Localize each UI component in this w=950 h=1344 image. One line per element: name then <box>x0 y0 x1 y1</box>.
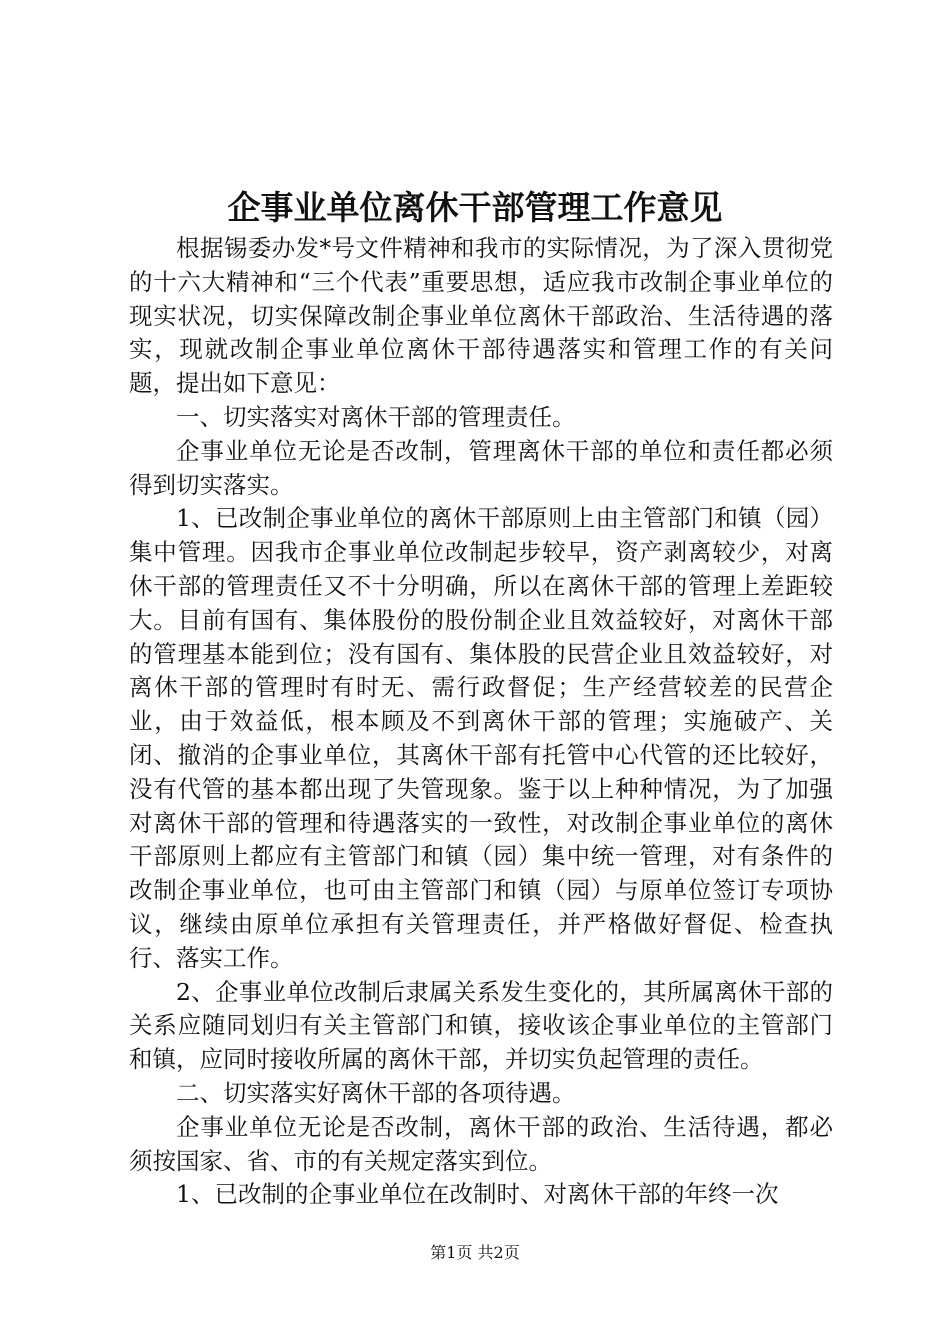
paragraph: 1、已改制企事业单位的离休干部原则上由主管部门和镇（园）集中管理。因我市企事业单位改制起步较早，资产剥离较少，对离休干部的管理责任又不十分明确，所以在离休干部的管理上差距较大。目前有国有、集体股份的股份制企业且效益较好，对离休干部的管理基本能到位；没有国有、集体股的民营企业且效益较好，对离休干部的管理时有时无、需行政督促；生产经营较差的民营企业，由于效益低，根本顾及不到离休干部的管理；实施破产、关闭、撤消的企事业单位，其离休干部有托管中心代管的还比较好，没有代管的基本都出现了失管现象。鉴于以上种种情况，为了加强对离休干部的管理和待遇落实的一致性，对改制企事业单位的离休干部原则上都应有主管部门和镇（园）集中统一管理，对有条件的改制企事业单位，也可由主管部门和镇（园）与原单位签订专项协议，继续由原单位承担有关管理责任，并严格做好督促、检查执行、落实工作。 <box>129 504 833 972</box>
section-heading-2: 二、切实落实好离休干部的各项待遇。 <box>176 1078 576 1107</box>
paragraph: 2、企事业单位改制后隶属关系发生变化的，其所属离休干部的关系应随同划归有关主管部门和镇，接收该企事业单位的主管部门和镇，应同时接收所属的离休干部，并切实负起管理的责任。 <box>129 977 833 1074</box>
paragraph-intro: 根据锡委办发*号文件精神和我市的实际情况，为了深入贯彻党的十六大精神和“三个代表”重要思想，适应我市改制企事业单位的现实状况，切实保障改制企事业单位离休干部政治、生活待遇的落实，现就改制企事业单位离休干部待遇落实和管理工作的有关问题，提出如下意见： <box>129 234 833 398</box>
paragraph: 企事业单位无论是否改制，离休干部的政治、生活待遇，都必须按国家、省、市的有关规定落实到位。 <box>129 1112 833 1175</box>
document-title: 企事业单位离休干部管理工作意见 <box>227 188 723 227</box>
document-body <box>129 232 833 1212</box>
section-heading-1: 一、切实落实对离休干部的管理责任。 <box>176 402 576 431</box>
paragraph: 企事业单位无论是否改制，管理离休干部的单位和责任都必须得到切实落实。 <box>129 436 833 499</box>
page-number-footer: 第1页 共2页 <box>430 1243 520 1262</box>
paragraph: 1、已改制的企事业单位在改制时、对离休干部的年终一次 <box>176 1180 779 1209</box>
